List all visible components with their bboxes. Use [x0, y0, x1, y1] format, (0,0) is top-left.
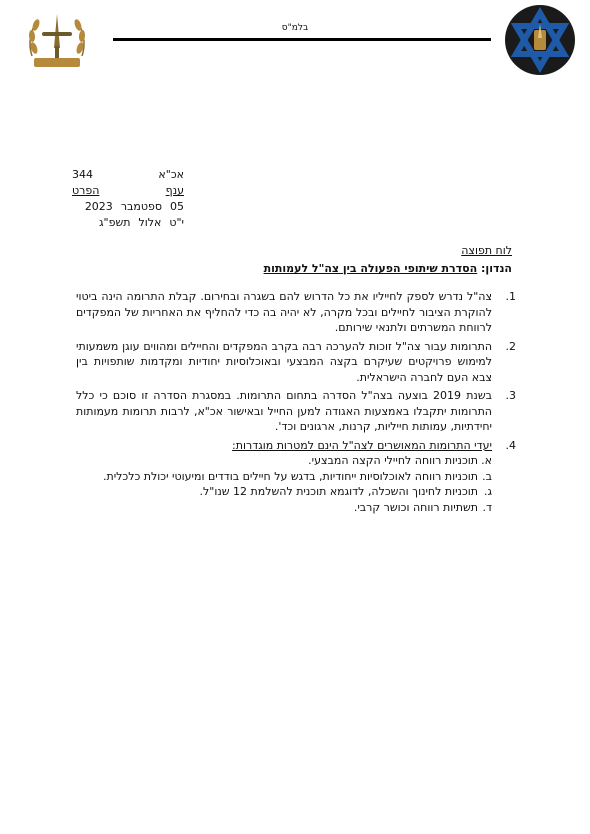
goal-text: תוכניות לחינוך והשכלה, לדוגמא תוכנית להשלמת 12 שנו"ל. [199, 485, 478, 498]
branch-value: הפרט [72, 184, 100, 197]
goal-item [76, 453, 492, 469]
goals-heading: יעדי התרומות המאושרים לצה"ל הינם למטרות מוגדרות: [232, 438, 492, 452]
goal-letter: ב. [482, 469, 492, 483]
paragraph-number: 1. [505, 290, 516, 303]
branch-label: ענף [165, 184, 184, 197]
goal-letter: א. [481, 454, 492, 467]
goal-item [76, 469, 492, 485]
header-divider [113, 38, 491, 41]
serial-number: 344 [72, 168, 93, 181]
date-month: ספטמבר [120, 200, 162, 213]
subject-line [264, 262, 512, 275]
paragraph-2 [76, 339, 516, 386]
paragraph-4 [76, 438, 516, 516]
goal-text: תוכניות רווחה לחיילי הקצה המבצעי. [308, 454, 478, 467]
goal-item [76, 500, 492, 516]
document-body [76, 289, 516, 518]
paragraph-text: בשנת 2019 בוצעה בצה"ל הסדרה בתחום התרומות. במסגרת הסדרה זו סוכם כי כלל התרומות יתקבלו באמצעות האגודה למען החייל ובאישור אכ"א, לרבות תרומות מעמותות יחידתיות, עמותות חייליות, קרנות, ארגונים וכד'. [76, 389, 492, 433]
goal-text: תוכניות רווחה לאוכלוסיות ייחודיות, בדגש על חיילים בודדים ומיעוטי יכולת כלכלית. [102, 469, 478, 483]
reference-date-row [72, 199, 184, 215]
reference-block [72, 167, 184, 231]
reference-serial-row [72, 167, 184, 183]
reference-branch-row [72, 183, 184, 199]
goal-item [76, 484, 492, 500]
date-day: 05 [170, 200, 184, 213]
hebrew-date-year: תשפ"ג [98, 216, 131, 229]
idf-emblem-icon [22, 8, 92, 74]
paragraph-number: 3. [505, 389, 516, 402]
subject-label: הנדון: [481, 262, 512, 275]
hebrew-date-month: אלול [138, 216, 162, 229]
star-of-david-emblem-icon [504, 4, 576, 76]
date-year: 2023 [84, 200, 113, 213]
classification-label: בלמ"ס [281, 23, 309, 33]
paragraph-number: 4. [505, 438, 516, 452]
paragraph-1 [76, 289, 516, 336]
goal-letter: ג. [483, 485, 492, 498]
goals-section [76, 438, 492, 516]
distribution-list-link: לוח תפוצה [461, 244, 512, 257]
reference-hebrew-date-row [72, 215, 184, 231]
hebrew-date-day: י"ט [169, 216, 184, 229]
paragraph-text: התרומות עבור צה"ל זוכות להערכה רבה בקרב המפקדים והחיילים ומהווים עוגן משמעותי למימוש פרויקטים שעיקרם בקצה המבצעי ובאוכלוסיות יחודיות ומקדמות שותפויות בין צבא העם לחברה הישראלית. [76, 339, 492, 384]
goal-letter: ד. [482, 500, 492, 514]
goal-text: תשתיות רווחה וכושר קרבי. [353, 500, 478, 514]
paragraph-text: צה"ל נדרש לספק לחייליו את כל הדרוש להם בשגרה ובחירום. קבלת התרומה הינה ביטוי להוקרת הציבור לחיילים ובכל מקרה, לא יהיה בה כדי להחליף את האחריות של המפקדים לרווחת המשרתים ולתנאי שירותם. [76, 290, 492, 334]
subject-title: הסדרת שיתופי הפעולה בין צה"ל לעמותות [263, 262, 478, 275]
serial-label: אכ"א [158, 168, 184, 181]
paragraph-number: 2. [505, 339, 516, 353]
paragraph-3 [76, 388, 516, 435]
